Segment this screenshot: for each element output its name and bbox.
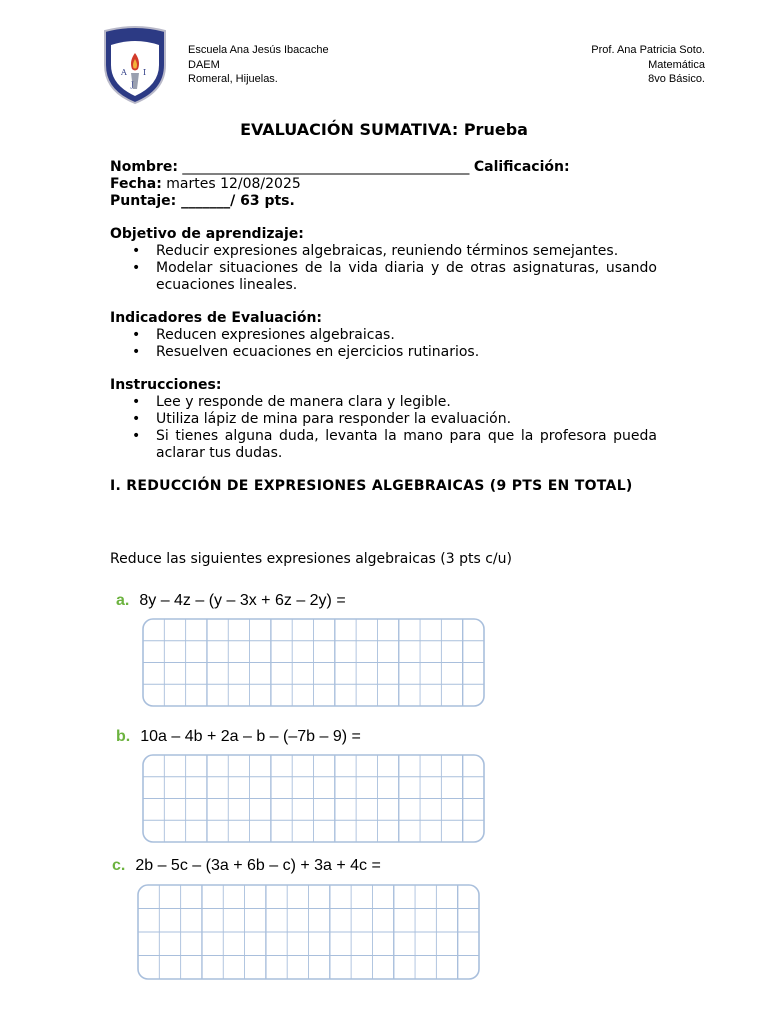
subject: Matemática [648,58,705,71]
teacher-info [591,43,705,87]
grade: 8vo Básico. [648,73,705,85]
objetivo-heading: Objetivo de aprendizaje: [110,226,304,242]
puntaje-label: Puntaje: _______/ 63 pts. [110,193,295,209]
objetivo-list [110,243,657,294]
nombre-label: Nombre: [110,159,178,175]
calificacion-label: Calificación: [473,159,570,175]
answer-grid[interactable] [137,884,480,980]
exercise-expression: 2b – 5c – (3a + 6b – c) + 3a + 4c = [135,857,381,874]
section-instruction: Reduce las siguientes expresiones algebraicas (3 pts c/u) [110,551,512,567]
section-title: I. REDUCCIÓN DE EXPRESIONES ALGEBRAICAS (9 PTS EN TOTAL) [110,478,633,494]
svg-text:A: A [121,68,127,77]
exercise-a [116,592,346,610]
list-item: • Utiliza lápiz de mina para responder la evaluación. [132,411,512,427]
page-title: EVALUACIÓN SUMATIVA: Prueba [240,120,528,139]
svg-text:J: J [131,81,134,89]
answer-grid[interactable] [142,618,485,707]
school-daem: DAEM [188,58,220,71]
puntaje-line [110,193,657,210]
exercise-letter: c. [112,857,126,874]
svg-text:I: I [143,68,147,77]
exercise-expression: 8y – 4z – (y – 3x + 6z – 2y) = [139,592,346,609]
teacher-name: Prof. Ana Patricia Soto. [591,44,705,56]
indicadores-list [110,327,657,361]
fecha-line [110,176,657,193]
exercise-letter: b. [116,728,131,745]
worksheet-body [110,159,657,495]
list-item: • Reducir expresiones algebraicas, reuniendo términos semejantes. [132,243,619,259]
list-item: • Resuelven ecuaciones en ejercicios rutinarios. [132,344,480,360]
indicadores-heading: Indicadores de Evaluación: [110,310,323,326]
exercise-expression: 10a – 4b + 2a – b – (–7b – 9) = [140,728,361,745]
exercise-b [116,728,361,746]
school-info [188,43,329,87]
instrucciones-heading: Instrucciones: [110,377,222,393]
fecha-label: Fecha: [110,176,162,192]
fecha-value: martes 12/08/2025 [166,176,301,192]
nombre-blank: _________________________________________ [182,159,470,175]
instrucciones-list [110,394,657,462]
school-location: Romeral, Hijuelas. [188,73,278,85]
school-name: Escuela Ana Jesús Ibacache [188,44,329,56]
exercise-c [112,857,381,875]
list-item: • Reducen expresiones algebraicas. [132,327,395,343]
list-item: • Modelar situaciones de la vida diaria y de otras asignaturas, usando ecuaciones lineales. [132,260,657,293]
list-item: • Si tienes alguna duda, levanta la mano para que la profesora pueda aclarar tus dudas. [132,428,657,461]
nombre-line [110,159,657,176]
school-logo [101,25,169,105]
exercise-letter: a. [116,592,130,609]
answer-grid[interactable] [142,754,485,843]
list-item: • Lee y responde de manera clara y legible. [132,394,451,410]
